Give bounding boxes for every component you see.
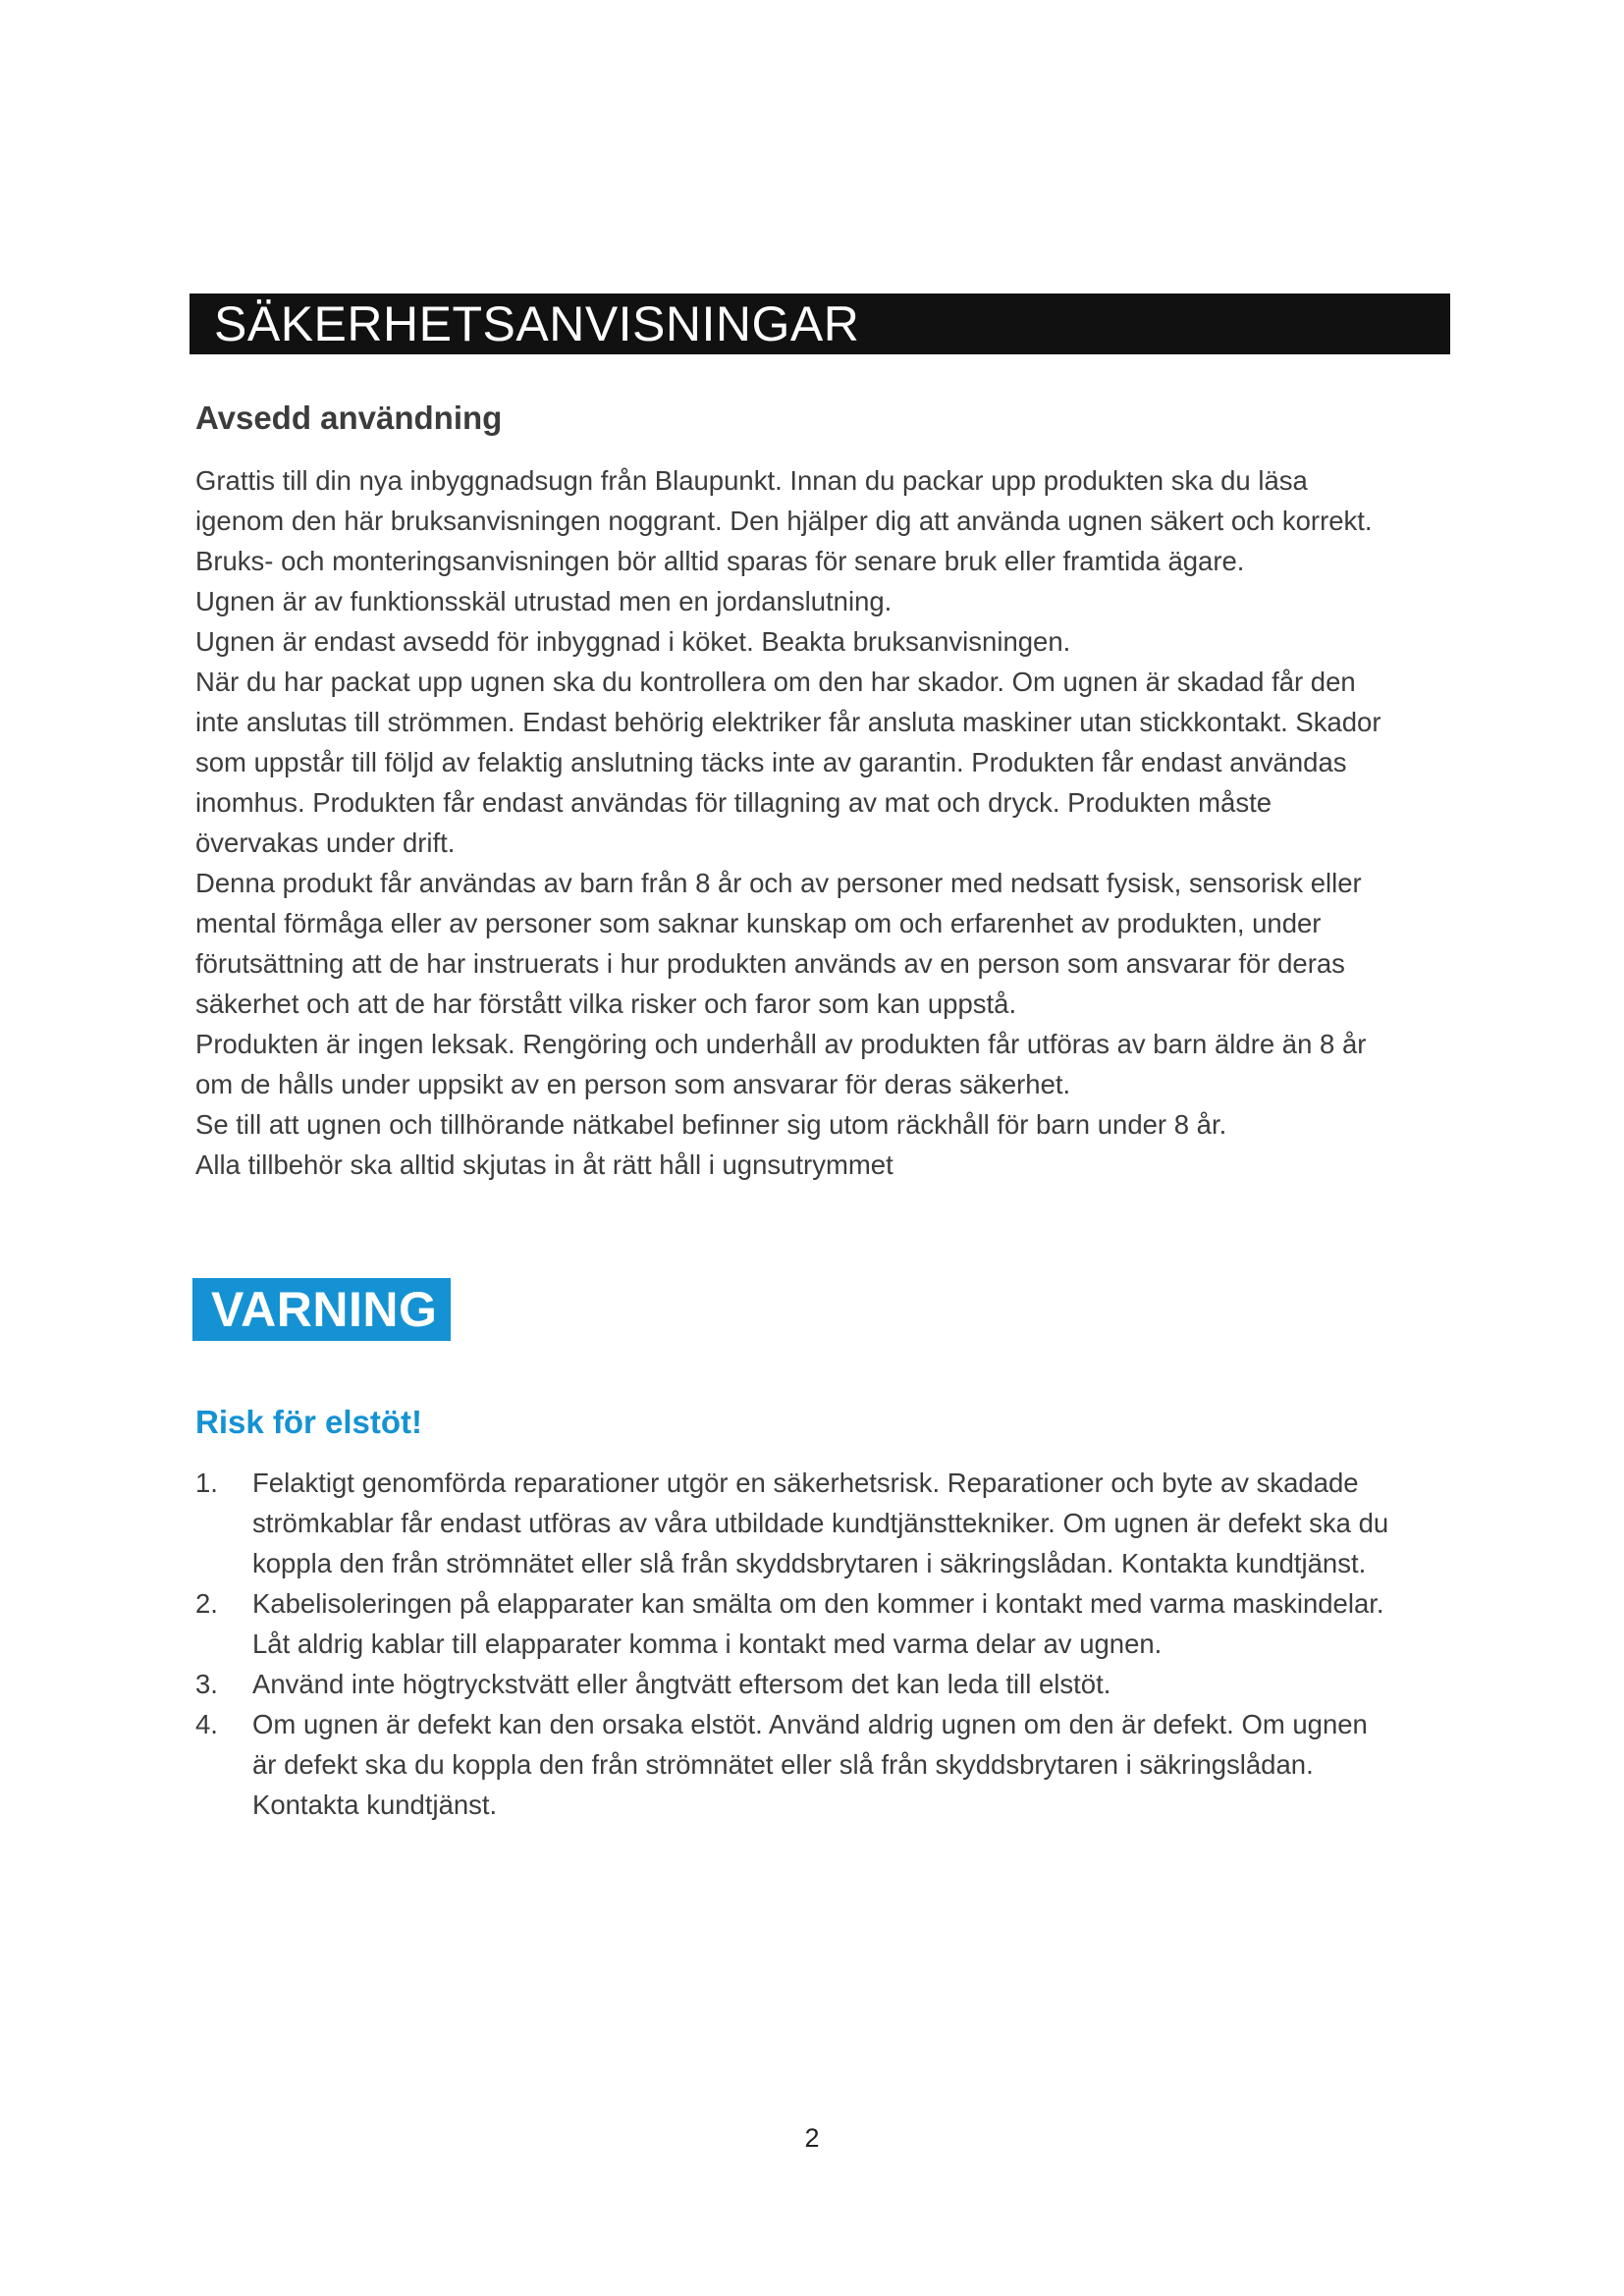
section-title-bar <box>189 294 1450 354</box>
list-number: 2. <box>195 1588 218 1619</box>
electric-shock-heading: Risk för elstöt! <box>195 1404 423 1440</box>
page-number: 2 <box>804 2123 820 2153</box>
section-title: SÄKERHETSANVISNINGAR <box>214 294 861 354</box>
list-line: Använd inte högtryckstvätt eller ångtvätt eftersom det kan leda till elstöt. <box>252 1669 1111 1699</box>
text-line: Ugnen är av funktionsskäl utrustad men en jordanslutning. <box>195 586 893 616</box>
list-line: koppla den från strömnätet eller slå från skyddsbrytaren i säkringslådan. Kontakta kundtjänst. <box>252 1548 1367 1578</box>
text-line: inomhus. Produkten får endast användas för tillagning av mat och dryck. Produkten måste <box>195 787 1272 818</box>
intended-use-text <box>195 460 1462 1185</box>
text-line: förutsättning att de har instruerats i hur produkten används av en person som ansvarar för deras <box>195 948 1345 979</box>
text-line: När du har packat upp ugnen ska du kontrollera om den har skador. Om ugnen är skadad får den <box>195 667 1356 697</box>
text-line: mental förmåga eller av personer som saknar kunskap om och erfarenhet av produkten, under <box>195 908 1322 938</box>
text-line: säkerhet och att de har förstått vilka risker och faror som kan uppstå. <box>195 988 1017 1019</box>
text-line: Produkten är ingen leksak. Rengöring och underhåll av produkten får utföras av barn äldre än 8 år <box>195 1029 1367 1059</box>
text-line: Grattis till din nya inbyggnadsugn från Blaupunkt. Innan du packar upp produkten ska du läsa <box>195 465 1308 496</box>
list-item <box>195 1463 1462 1583</box>
text-line: som uppstår till följd av felaktig anslutning täcks inte av garantin. Produkten får endast användas <box>195 747 1347 777</box>
list-number: 1. <box>195 1468 218 1498</box>
text-line: Bruks- och monteringsanvisningen bör alltid sparas för senare bruk eller framtida ägare. <box>195 546 1245 576</box>
list-item <box>195 1704 1462 1825</box>
list-line: Kontakta kundtjänst. <box>252 1789 498 1820</box>
list-line: Kabelisoleringen på elapparater kan smälta om den kommer i kontakt med varma maskindelar. <box>252 1588 1384 1619</box>
list-item <box>195 1664 1462 1704</box>
list-line: strömkablar får endast utföras av våra utbildade kundtjänsttekniker. Om ugnen är defekt ska du <box>252 1508 1389 1538</box>
text-line: Alla tillbehör ska alltid skjutas in åt rätt håll i ugnsutrymmet <box>195 1149 893 1180</box>
list-line: Om ugnen är defekt kan den orsaka elstöt. Använd aldrig ugnen om den är defekt. Om ugnen <box>252 1709 1368 1739</box>
text-line: övervakas under drift. <box>195 828 456 858</box>
text-line: om de hålls under uppsikt av en person som ansvarar för deras säkerhet. <box>195 1069 1071 1099</box>
list-number: 4. <box>195 1709 218 1739</box>
list-line: är defekt ska du koppla den från strömnätet eller slå från skyddsbrytaren i säkringslådan. <box>252 1749 1314 1780</box>
warning-label: VARNING <box>192 1278 451 1341</box>
list-item <box>195 1583 1462 1664</box>
warning-list <box>195 1463 1462 1825</box>
text-line: Denna produkt får användas av barn från 8 år och av personer med nedsatt fysisk, sensorisk eller <box>195 868 1362 898</box>
list-line: Låt aldrig kablar till elapparater komma i kontakt med varma delar av ugnen. <box>252 1629 1163 1659</box>
intended-use-heading: Avsedd användning <box>195 400 503 436</box>
text-line: inte anslutas till strömmen. Endast behörig elektriker får ansluta maskiner utan stickkontakt. Skador <box>195 707 1381 737</box>
text-line: Se till att ugnen och tillhörande nätkabel befinner sig utom räckhåll för barn under 8 år. <box>195 1109 1227 1140</box>
text-line: Ugnen är endast avsedd för inbyggnad i köket. Beakta bruksanvisningen. <box>195 626 1071 657</box>
list-line: Felaktigt genomförda reparationer utgör en säkerhetsrisk. Reparationer och byte av skadade <box>252 1468 1359 1498</box>
text-line: igenom den här bruksanvisningen noggrant. Den hjälper dig att använda ugnen säkert och korrekt. <box>195 506 1373 536</box>
list-number: 3. <box>195 1669 218 1699</box>
